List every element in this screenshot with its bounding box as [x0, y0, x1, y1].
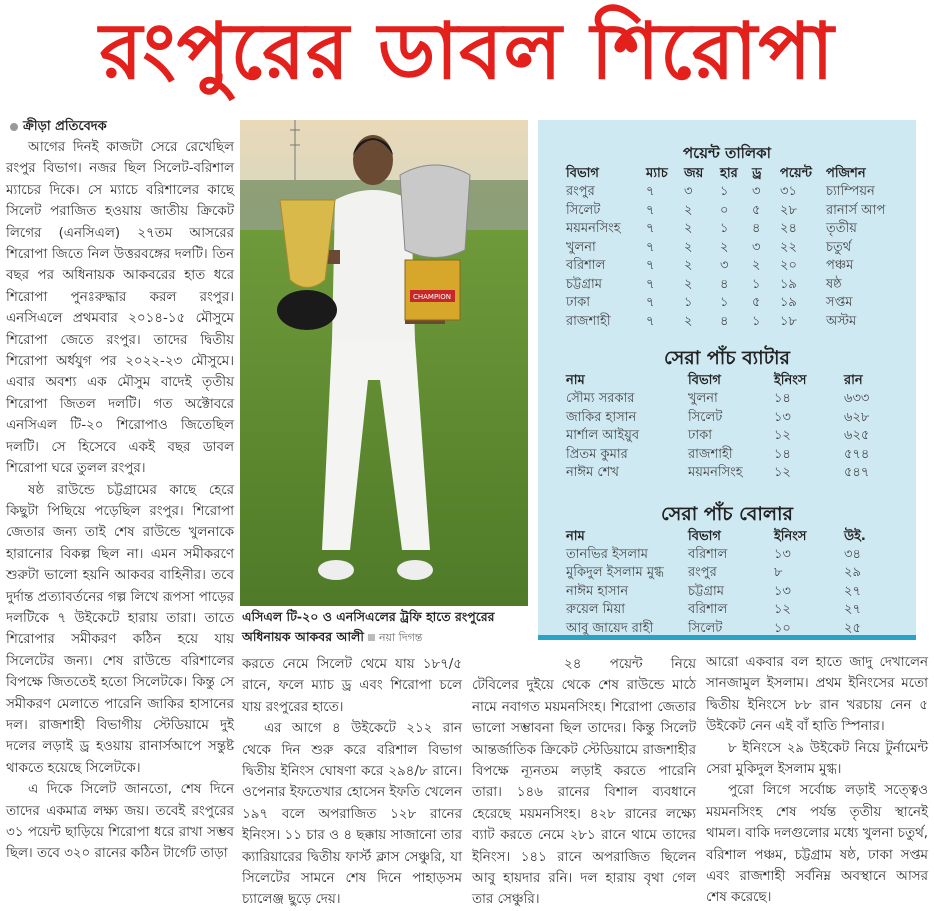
table-header-row: [566, 527, 884, 546]
points-table-title: পয়েন্ট তালিকা: [683, 144, 771, 162]
points-table: [566, 164, 896, 331]
table-cell: ১২: [774, 465, 791, 480]
table-cell: সপ্তম: [826, 295, 853, 310]
table-cell: ২৯: [844, 565, 861, 580]
column-header: নাম: [566, 373, 585, 388]
table-cell: ঢাকা: [688, 428, 712, 443]
column-header: ইনিংস: [774, 528, 807, 544]
table-cell: ৫৭৪: [844, 446, 870, 462]
table-cell: ২৫: [844, 620, 861, 636]
table-header-row: [566, 164, 896, 183]
table-cell: ১: [752, 313, 761, 329]
table-cell: ২০: [780, 258, 797, 273]
article-paragraph: এর আগে ৪ উইকেটে ২১২ রান থেকে দিন শুরু করে বরিশাল বিভাগ দ্বিতীয় ইনিংস ঘোষণা করে ২৯৪/৮ রানে। ওপেনার ইফতেখার হোসেন ইফতি খেলেন ১৯৭ বলে অপরাজিত ১২৮ রানের ইনিংস। ১১ চার ও ৪ ছক্কায় সাজানো তার ক্যারিয়ারের দ্বিতীয় ফার্স্ট ক্লাস সেঞ্চুরি, যা সিলেটের সামনে শেষ দিনে পাহাড়সম চ্যালেঞ্জ ছুড়ে দেয়।: [242, 721, 462, 908]
table-cell: মার্শাল আইয়ুব: [566, 428, 640, 443]
table-cell: প্রিতম কুমার: [566, 446, 628, 462]
table-cell: ৭: [646, 313, 655, 329]
table-cell: জাকির হাসান: [566, 409, 637, 425]
table-cell: ৩: [752, 184, 761, 199]
separator-square-icon: [368, 634, 375, 641]
table-row: [566, 294, 896, 313]
table-cell: আবু জায়েদ রাহী: [566, 620, 654, 636]
table-row: [566, 546, 884, 565]
table-cell: ২২: [780, 239, 797, 255]
table-cell: ৭: [646, 276, 655, 292]
column-header: বিভাগ: [566, 166, 599, 181]
table-cell: ২: [684, 202, 693, 218]
table-row: [566, 313, 896, 332]
table-cell: ৭: [646, 184, 655, 199]
table-row: [566, 202, 896, 221]
bullet-icon: [10, 123, 18, 131]
table-cell: ২: [720, 239, 729, 255]
table-cell: ৩৪: [844, 546, 861, 562]
table-cell: ১: [720, 221, 729, 236]
table-cell: ১: [752, 276, 761, 292]
trophy-label: CHAMPION: [412, 293, 452, 301]
table-cell: ২৭: [844, 583, 861, 599]
article-column-1: [6, 117, 234, 865]
table-cell: ১৩: [774, 409, 791, 425]
table-cell: ১৯: [780, 276, 797, 292]
table-row: [566, 239, 896, 258]
table-cell: ১৮: [780, 313, 797, 329]
column-header: পয়েন্ট: [780, 166, 812, 181]
table-cell: রাজশাহী: [688, 446, 733, 462]
table-cell: অস্টম: [826, 313, 857, 329]
table-cell: বরিশাল: [566, 258, 606, 273]
table-row: [566, 564, 884, 583]
table-cell: খুলনা: [566, 239, 596, 255]
table-cell: ৫: [752, 202, 761, 218]
table-cell: চ্যাম্পিয়ন: [826, 184, 875, 199]
table-row: [566, 257, 896, 276]
table-row: [566, 601, 884, 620]
table-cell: ৮: [774, 565, 783, 580]
table-cell: ১৪: [774, 446, 791, 462]
stats-box: [538, 120, 916, 640]
article-paragraph: করতে নেমে সিলেট থেমে যায় ১৮৭/৫ রানে, ফলে ম্যাচ ড্র এবং শিরোপা চলে যায় রংপুরের হাতে।: [242, 657, 462, 715]
table-cell: ৪: [720, 313, 729, 329]
table-cell: ২: [684, 221, 693, 236]
table-cell: সিলেট: [688, 620, 723, 636]
table-row: [566, 220, 896, 239]
table-cell: ২: [684, 313, 693, 329]
article-paragraph: ৮ ইনিংসে ২৯ উইকেট নিয়ে টুর্নামেন্ট সেরা মুকিদুল ইসলাম মুগ্ধ।: [706, 740, 928, 778]
table-cell: ৫: [752, 295, 761, 310]
table-cell: ৪: [720, 276, 729, 292]
bowlers-table: [566, 527, 884, 639]
table-cell: চতুর্থ: [826, 239, 852, 255]
table-cell: তানভির ইসলাম: [566, 546, 648, 562]
table-cell: ৪: [752, 221, 761, 236]
table-row: [566, 583, 884, 602]
article-paragraph: আরো একবার বল হাতে জাদু দেখালেন সানজামুল ইসলাম। প্রথম ইনিংসের মতো দ্বিতীয় ইনিংসে ৮৮ রান খরচায় নেন ৫ উইকেট নেন এই বাঁ হাতি স্পিনার।: [706, 655, 928, 735]
article-paragraph: ষষ্ঠ রাউন্ডে চট্টগ্রামের কাছে হেরে কিছুটা পিছিয়ে পড়েছিল রংপুর। শিরোপা জেতার জন্য তাই শেষ রাউন্ডে খুলনাকে হারানোর বিকল্প ছিল না। এমন সমীকরণে শুরুটা ভালো হয়নি আকবর বাহিনীর। তবে দুর্দান্ত প্রত্যাবর্তনের গল্প লিখে রূপসা পাড়ের দলটিকে ৭ উইকেটে হারায় তারা। তাতে শিরোপার সমীকরণ কঠিন হয়ে যায় সিলেটের জন্য। শেষ রাউন্ডে বরিশালের বিপক্ষে জিততেই হতো সিলেটকে। কিন্তু সে সমীকরণ মেলাতে পারেনি জাকির হাসানের দল। রাজশাহী বিভাগীয় স্টেডিয়ামে দুই দলের লড়াই ড্র হওয়ায় রানার্সআপে সন্তুষ্ট থাকতে হয়েছে সিলেটকে।: [6, 482, 234, 776]
column-header: বিভাগ: [688, 373, 721, 388]
column-header: বিভাগ: [688, 528, 721, 544]
table-row: [566, 183, 896, 202]
byline-text: ক্রীড়া প্রতিবেদক: [23, 119, 107, 134]
table-cell: নাঈম শেখ: [566, 465, 619, 480]
table-cell: ষষ্ঠ: [826, 276, 842, 292]
table-cell: রংপুর: [566, 184, 595, 199]
table-cell: পঞ্চম: [826, 258, 854, 273]
batters-table: [566, 371, 884, 483]
column-header: ইনিংস: [774, 373, 807, 388]
table-cell: ৩: [720, 258, 729, 273]
table-cell: ২: [752, 258, 761, 273]
table-cell: রানার্স আপ: [826, 202, 886, 218]
table-row: [566, 446, 884, 465]
table-row: [566, 409, 884, 428]
table-cell: ১৯: [780, 295, 797, 310]
article-paragraph: পুরো লিগে সর্বোচ্চ লড়াই সত্ত্বেও ময়মনসিংহ শেষ পর্যন্ত তৃতীয় স্থানেই থামল। বাকি দলগুলোর মধ্যে খুলনা চতুর্থ, বরিশাল পঞ্চম, চট্টগ্রাম ষষ্ঠ, ঢাকা সপ্তম এবং রাজশাহী সর্বনিম্ন অবস্থানে আসর শেষ করেছে।: [706, 783, 928, 906]
table-header-row: [566, 371, 884, 390]
column-header: উই.: [844, 528, 866, 544]
column-header: রান: [844, 373, 863, 388]
column-header: ম্যাচ: [646, 166, 668, 181]
table-row: [566, 464, 884, 483]
photo-illustration: [240, 120, 528, 606]
table-cell: ১: [720, 295, 729, 310]
table-cell: রাজশাহী: [566, 313, 611, 329]
table-cell: ঢাকা: [566, 295, 590, 310]
table-cell: ৭: [646, 258, 655, 273]
table-cell: ১: [684, 295, 693, 310]
bowlers-table-title: সেরা পাঁচ বোলার: [660, 502, 794, 525]
table-cell: চট্টগ্রাম: [566, 276, 602, 292]
table-cell: মুকিদুল ইসলাম মুগ্ধ: [566, 565, 664, 580]
table-cell: ১৪: [774, 391, 791, 406]
table-cell: ময়মনসিংহ: [566, 221, 621, 236]
table-cell: ৭: [646, 221, 655, 236]
table-cell: ২৭: [844, 602, 861, 617]
table-cell: ১২: [774, 428, 791, 443]
table-cell: খুলনা: [688, 391, 718, 406]
photo-caption: [242, 607, 532, 648]
article-paragraph: আগের দিনই কাজটা সেরে রেখেছিল রংপুর বিভাগ। নজর ছিল সিলেট-বরিশাল ম্যাচের দিকে। সে ম্যাচে বরিশালের কাছে সিলেট পরাজিত হওয়ায় জাতীয় ক্রিকেট লিগের (এনসিএল) ২৭তম আসরের শিরোপা জিতে নিল উত্তরবঙ্গের দলটি। তিন বছর পর অধিনায়ক আকবরের হাত ধরে শিরোপা পুনঃরুদ্ধার করল রংপুর। এনসিএলে প্রথমবার ২০১৪-১৫ মৌসুমে শিরোপা জেতে রংপুর। তাদের দ্বিতীয় শিরোপা অর্ধযুগ পর ২০২২-২৩ মৌসুমে। এবার অবশ্য এক মৌসুম বাদেই তৃতীয় শিরোপা জিতল দলটি। গত অক্টোবরে এনসিএল টি-২০ শিরোপাও জিতেছিল দলটি। সে হিসেবে একই বছর ডাবল শিরোপা ঘরে তুলল রংপুর।: [6, 140, 234, 477]
table-cell: চট্টগ্রাম: [688, 583, 724, 599]
table-cell: রুয়েল মিয়া: [566, 602, 626, 617]
article-column-4: [706, 652, 928, 909]
table-row: [566, 620, 884, 639]
table-cell: ০: [720, 202, 729, 218]
column-header: পজিশন: [826, 166, 866, 181]
table-cell: ২: [684, 276, 693, 292]
table-cell: ৭: [646, 239, 655, 255]
table-cell: ময়মনসিংহ: [688, 465, 743, 480]
table-cell: ৬২৮: [844, 409, 870, 425]
table-cell: ৩: [684, 184, 693, 199]
table-cell: তৃতীয়: [826, 221, 857, 236]
table-cell: ৫৪৭: [844, 465, 870, 480]
table-row: [566, 427, 884, 446]
table-row: [566, 276, 896, 295]
column-header: হার: [720, 166, 738, 181]
caption-text: এসিএল টি-২০ ও এনসিএলের ট্রফি হাতে রংপুরের অধিনায়ক আকবর আলী: [242, 609, 495, 644]
table-cell: ৭: [646, 202, 655, 218]
column-header: জয়: [684, 166, 704, 181]
table-cell: ২: [684, 258, 693, 273]
headline: রংপুরের ডাবল শিরোপা: [99, 7, 835, 97]
photo-captain-with-trophies: [240, 120, 528, 606]
table-cell: ৬৩৩: [844, 391, 870, 406]
article-paragraph: এ দিকে সিলেট জানতো, শেষ দিনে তাদের একমাত্র লক্ষ্য জয়। তবেই রংপুরের ৩১ পয়েন্ট ছাড়িয়ে শিরোপা ধরে রাখা সম্ভব ছিল। তবে ৩২০ রানের কঠিন টার্গেট তাড়া: [6, 782, 234, 862]
table-cell: ৬২৫: [844, 428, 870, 443]
table-cell: ২৪: [780, 221, 797, 236]
table-cell: ১০: [774, 620, 791, 636]
table-cell: সৌম্য সরকার: [566, 391, 635, 406]
table-cell: সিলেট: [688, 409, 723, 425]
table-row: [566, 390, 884, 409]
photo-source: নয়া দিগন্ত: [378, 631, 423, 644]
table-cell: ৩: [752, 239, 761, 255]
table-cell: বরিশাল: [688, 602, 728, 617]
table-cell: ৭: [646, 295, 655, 310]
table-cell: ১৩: [774, 583, 791, 599]
table-cell: ১৩: [774, 546, 791, 562]
table-cell: ১: [720, 184, 729, 199]
table-cell: ৩১: [780, 184, 797, 199]
table-cell: রংপুর: [688, 565, 717, 580]
column-header: ড্র: [752, 166, 762, 181]
table-cell: নাঈম হাসান: [566, 583, 629, 599]
column-header: নাম: [566, 528, 585, 544]
table-cell: ২: [684, 239, 693, 255]
article-column-3: [472, 654, 696, 911]
byline: [10, 117, 234, 137]
article-column-2: [242, 654, 462, 911]
batters-table-title: সেরা পাঁচ ব্যাটার: [663, 347, 791, 369]
article-paragraph: ২৪ পয়েন্ট নিয়ে টেবিলের দুইয়ে থেকে শেষ রাউন্ডে মাঠে নামে নবাগত ময়মনসিংহ। শিরোপা জেতার ভালো সম্ভাবনা ছিল তাদের। কিন্তু সিলেট আন্তর্জাতিক ক্রিকেট স্টেডিয়ামে রাজশাহীর বিপক্ষে ন্যূনতম লড়াই করতে পারেনি তারা। ১৪৬ রানের বিশাল ব্যবধানে হেরেছে ময়মনসিংহ। ৪২৮ রানের লক্ষ্যে ব্যাট করতে নেমে ২৮১ রানে থামে তাদের ইনিংস। ১৪১ রানে অপরাজিত ছিলেন আবু হায়দার রনি। দল হারায় বৃথা গেল তার সেঞ্চুরি।: [472, 657, 696, 908]
table-cell: বরিশাল: [688, 546, 728, 562]
table-cell: ২৮: [780, 202, 797, 218]
table-cell: সিলেট: [566, 202, 601, 218]
table-cell: ১২: [774, 602, 791, 617]
